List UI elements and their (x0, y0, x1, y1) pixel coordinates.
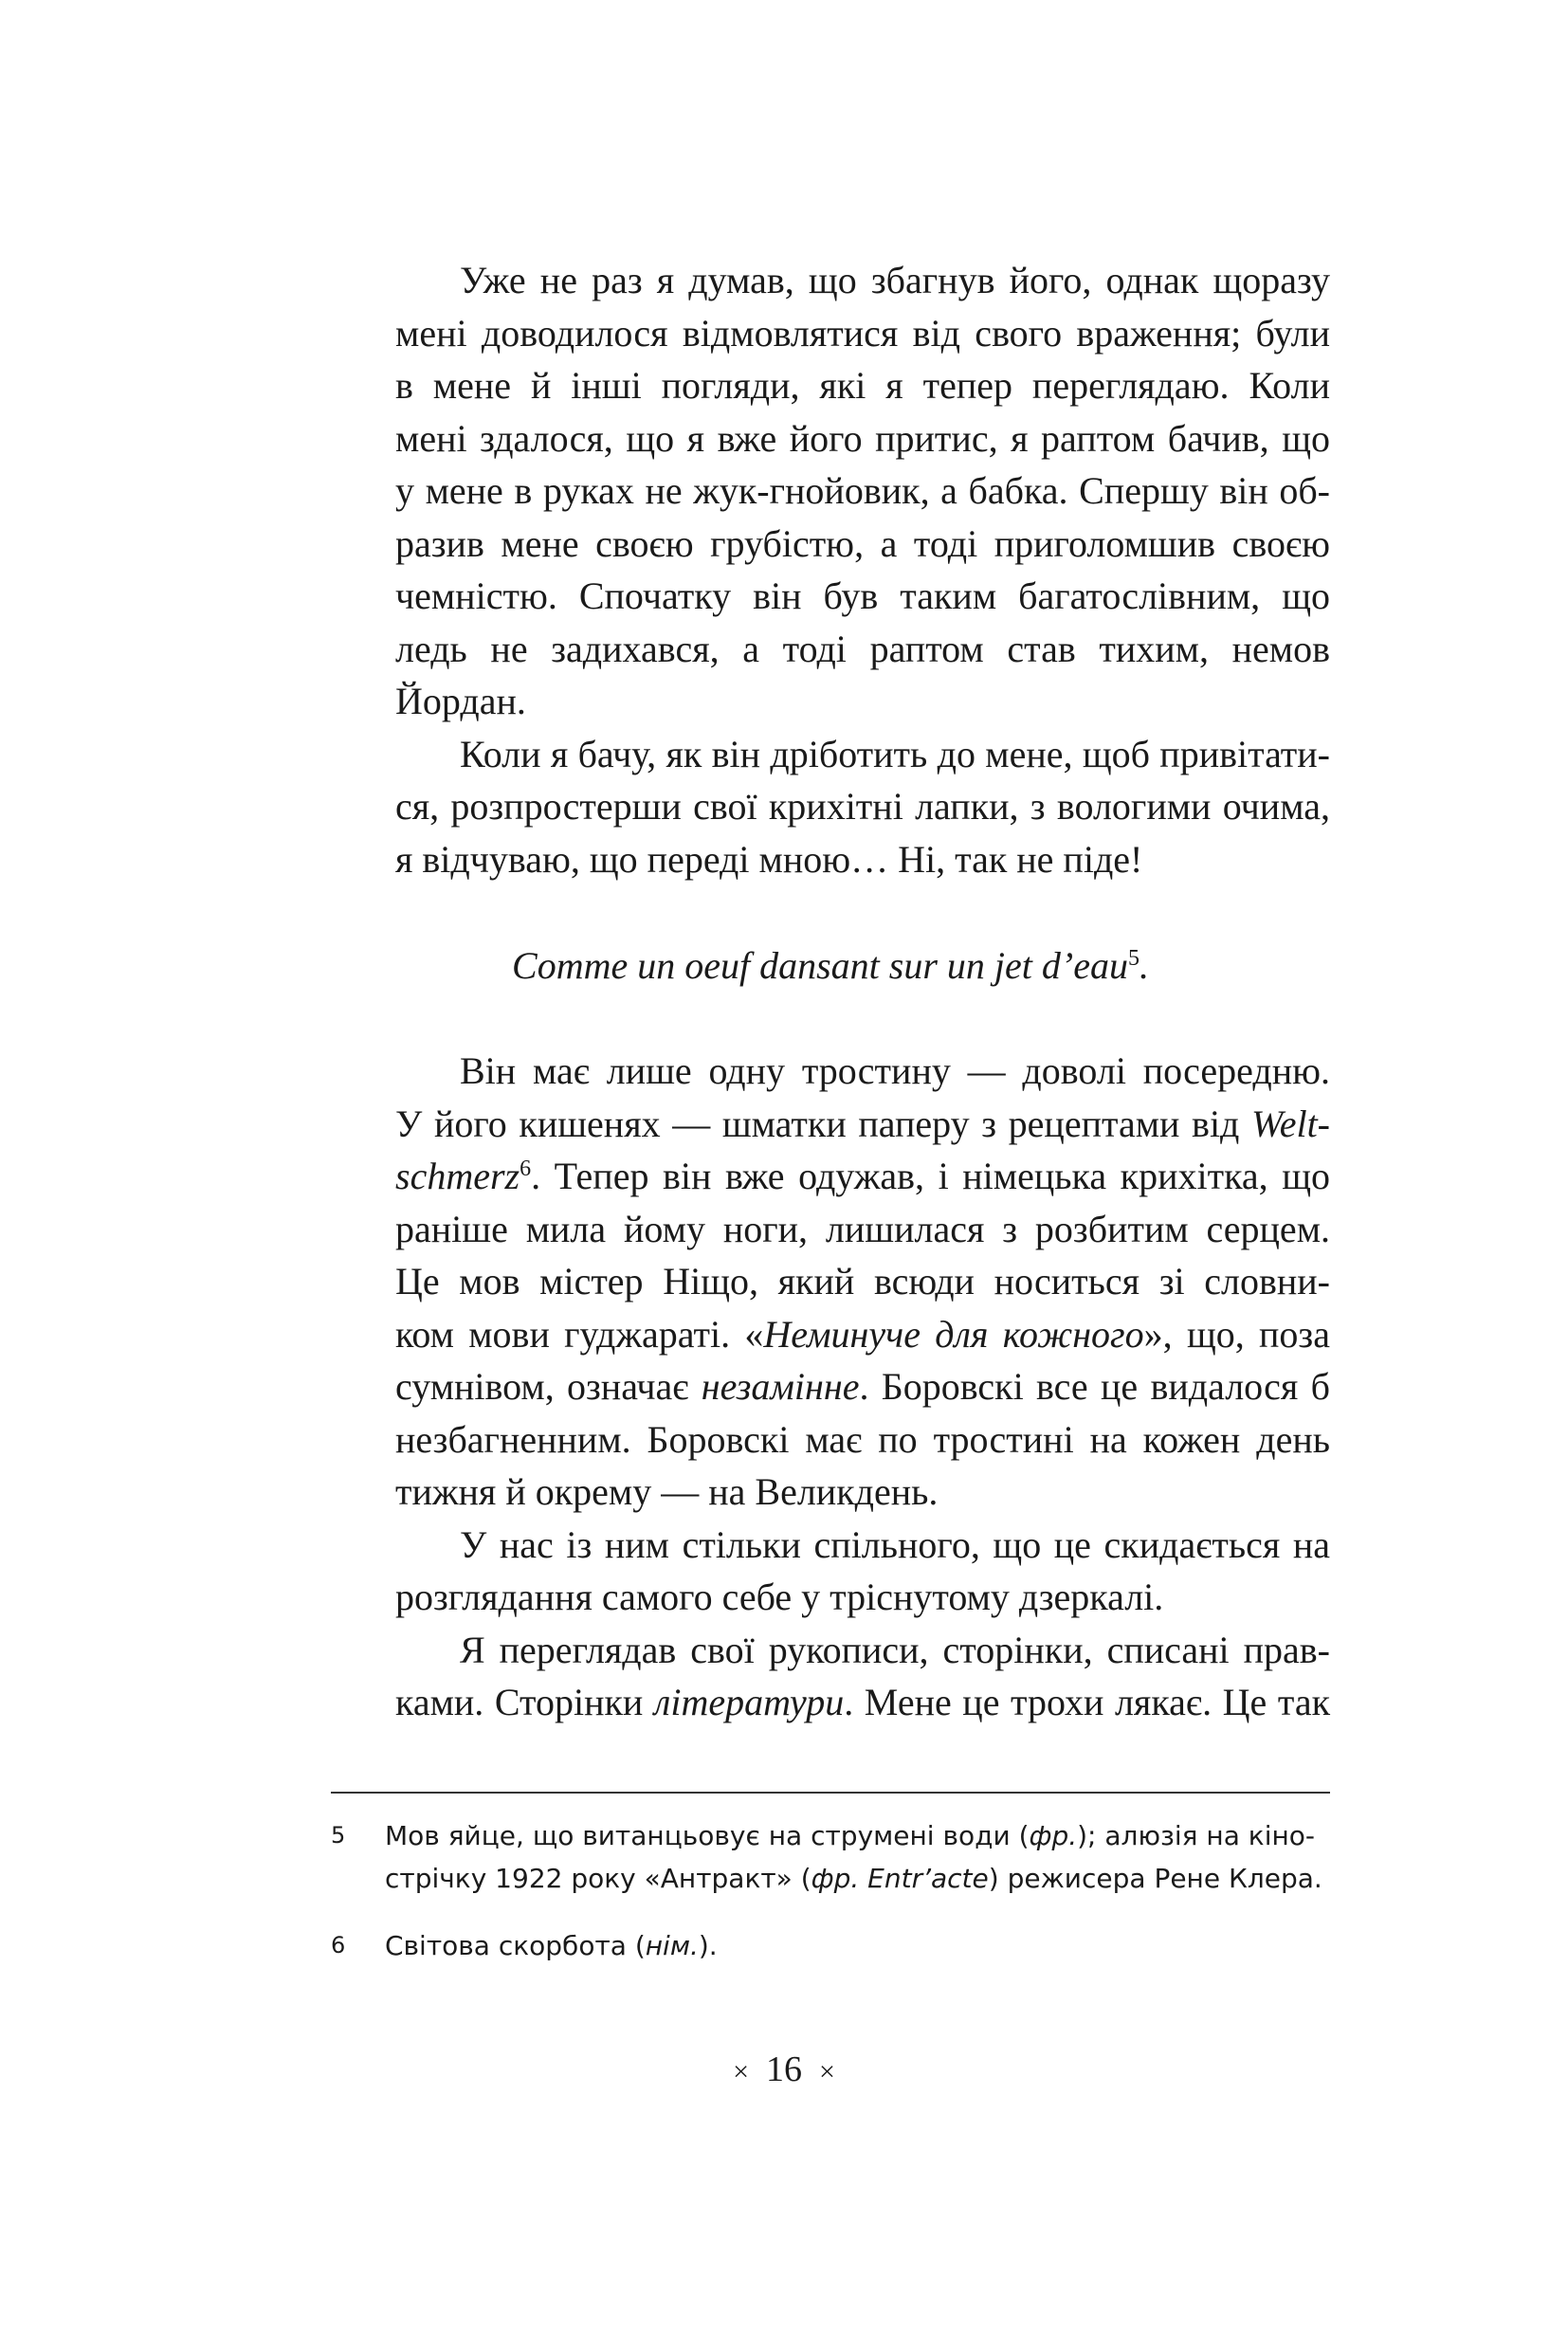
epigraph-period: . (1139, 944, 1149, 987)
text-run: ками. Сторінки (395, 1681, 654, 1723)
text-line: незбагненним. Боровскі має по тростині на кожен день (395, 1417, 1330, 1461)
italic-abbrev: нім. (645, 1930, 699, 1961)
footnote-number: 6 (331, 1932, 346, 1958)
text-line: у мене в руках не жук-гнойовик, а бабка. Спершу він об- (395, 469, 1330, 512)
text-line: Він має лише одну тростину — доволі посередню. (460, 1049, 1330, 1092)
paragraph-2 (331, 728, 1330, 886)
folio-ornament-right: × (819, 2056, 835, 2087)
paragraph-1 (331, 254, 1330, 728)
italic-term: літератури (653, 1681, 845, 1723)
text-run: . Боровскі все це видалося б (859, 1365, 1330, 1408)
text-line: розглядання самого себе у тріснутому дзеркалі. (395, 1576, 1164, 1618)
text-line: раніше мила йому ноги, лишилася з розбитим серцем. (395, 1207, 1330, 1250)
text-line: в мене й інші погляди, які я тепер переглядаю. Коли (395, 364, 1330, 407)
footnote-separator (331, 1792, 1330, 1794)
text-run: . Мене це трохи лякає. Це так (844, 1681, 1331, 1723)
footnote-ref-6: 6 (520, 1157, 532, 1181)
text-run: ). (698, 1930, 718, 1961)
footnote-5 (331, 1814, 1330, 1900)
footnote-line (385, 1857, 1330, 1900)
text-line (331, 1150, 1330, 1203)
epigraph-text: Comme un oeuf dansant sur un jet d’eau (512, 944, 1128, 987)
folio-ornament-left: × (733, 2056, 749, 2087)
text-run: . Тепер він вже одужав, і німецька крихітка, що (531, 1155, 1330, 1197)
body-text-top (331, 254, 1330, 885)
footnote-line (385, 1814, 1330, 1857)
paragraph-5 (331, 1624, 1330, 1729)
body-text-bottom (331, 1045, 1330, 1729)
text-run: стрічку 1922 року «Антракт» ( (385, 1863, 811, 1894)
text-line: мені доводилося відмовлятися від свого враження; були (395, 311, 1330, 355)
text-run: У його кишенях — шматки паперу з рецептами від (395, 1102, 1252, 1145)
text-line (331, 1360, 1330, 1413)
text-run: ); алюзія на кіно- (1077, 1820, 1316, 1851)
paragraph-4 (331, 1519, 1330, 1624)
page-number-value: 16 (766, 2049, 802, 2089)
text-line: ся, розпростерши свої крихітні лапки, з вологими очима, (395, 785, 1330, 828)
italic-abbrev: фр. Entr’acte (811, 1863, 989, 1894)
text-run: сумнівом, означає (395, 1365, 702, 1408)
text-run: Мов яйце, що витанцьовує на струмені води ( (385, 1820, 1030, 1851)
footnotes (331, 1814, 1330, 1992)
text-line: Це мов містер Ніщо, який всюди носиться зі словни- (395, 1260, 1330, 1303)
epigraph (331, 939, 1330, 993)
text-line: разив мене своєю грубістю, а тоді приголомшив своєю (395, 521, 1330, 565)
text-run: Світова скорбота ( (385, 1930, 646, 1961)
italic-term: schmerz (395, 1155, 520, 1197)
text-line: У нас із ним стільки спільного, що це скидається на (460, 1522, 1330, 1566)
italic-abbrev: фр. (1029, 1820, 1078, 1851)
text-line: ледь не задихався, а тоді раптом став тихим, немов (395, 627, 1330, 670)
text-line (331, 1308, 1330, 1361)
footnote-number: 5 (331, 1822, 346, 1849)
footnote-6 (331, 1924, 1330, 1967)
page-number (0, 2046, 1568, 2096)
footnote-line (385, 1924, 1330, 1967)
text-run: ком мови гуджараті. « (395, 1312, 764, 1356)
text-line: тижня й окрему — на Великдень. (395, 1470, 939, 1513)
italic-term: Welt- (1251, 1102, 1330, 1145)
text-line: Я переглядав свої рукописи, сторінки, списані прав- (460, 1628, 1330, 1671)
footnote-ref-5: 5 (1127, 946, 1140, 971)
text-run: ) режисера Рене Клера. (988, 1863, 1322, 1894)
italic-phrase: Неминуче для кожного (763, 1312, 1144, 1356)
text-line: Уже не раз я думав, що збагнув його, однак щоразу (460, 259, 1330, 301)
text-line: я відчуваю, що переді мною… Ні, так не піде! (395, 837, 1143, 881)
text-line: Йордан. (395, 680, 526, 722)
italic-term: незамінне (701, 1365, 860, 1408)
text-line: Коли я бачу, як він дріботить до мене, щоб привітати- (460, 732, 1330, 775)
text-line: мені здалося, що я вже його притис, я раптом бачив, що (395, 416, 1330, 460)
paragraph-3 (331, 1045, 1330, 1519)
text-run: », що, поза (1143, 1312, 1330, 1356)
text-line (331, 1676, 1330, 1729)
text-line: чемністю. Спочатку він був таким багатослівним, що (395, 574, 1330, 617)
text-line (331, 1098, 1330, 1151)
